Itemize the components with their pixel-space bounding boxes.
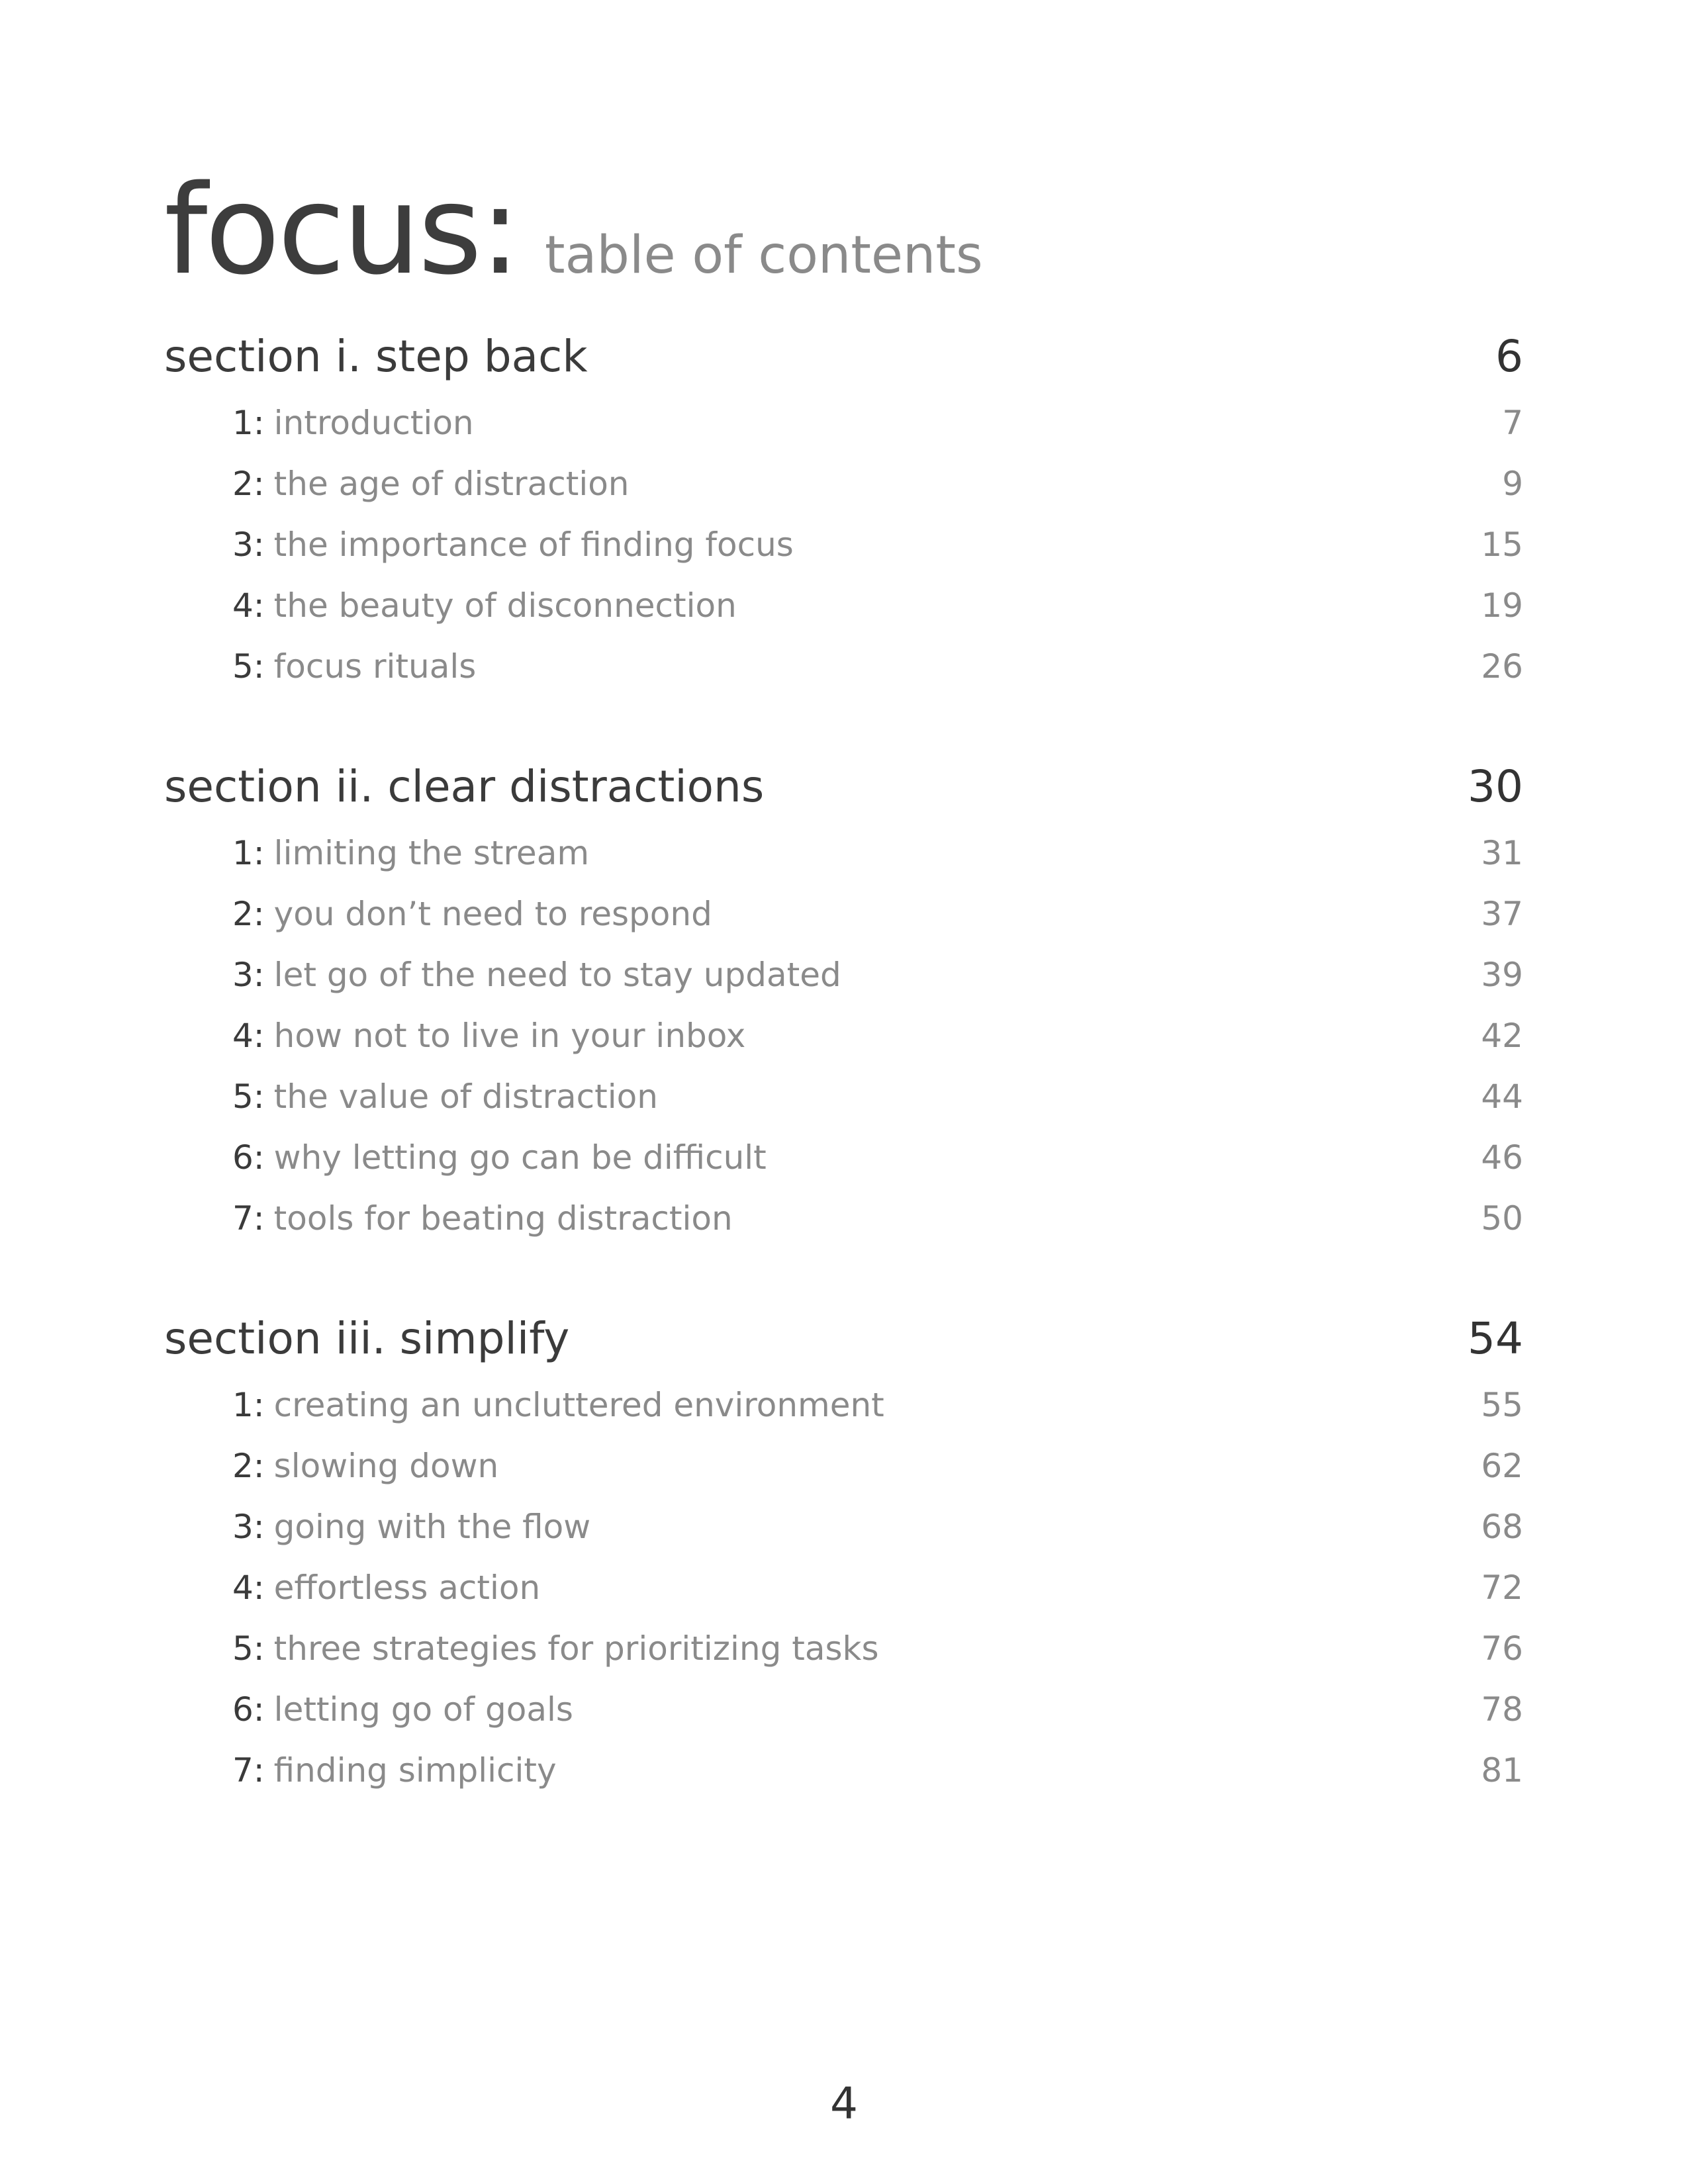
entry-title: going with the flow xyxy=(273,1508,591,1546)
entry-number: 2: xyxy=(232,895,265,933)
section-title: section iii. simplify xyxy=(164,1313,570,1364)
entry-title: limiting the stream xyxy=(273,834,590,872)
entry-title: the age of distraction xyxy=(273,465,630,503)
entry-page: 37 xyxy=(1481,895,1523,933)
toc-entry[interactable] xyxy=(164,647,1523,708)
entry-title: focus rituals xyxy=(273,647,477,686)
toc-entry[interactable] xyxy=(164,1138,1523,1199)
toc-entry[interactable] xyxy=(164,525,1523,586)
toc-entry[interactable] xyxy=(164,956,1523,1017)
toc-entry[interactable] xyxy=(164,895,1523,956)
toc-entry[interactable] xyxy=(164,404,1523,465)
toc-entry[interactable] xyxy=(164,1751,1523,1812)
toc-entry[interactable] xyxy=(164,1508,1523,1569)
entry-page: 19 xyxy=(1481,586,1523,625)
entry-page: 72 xyxy=(1481,1569,1523,1607)
section-heading[interactable] xyxy=(164,761,1523,834)
entry-number: 4: xyxy=(232,1569,265,1607)
entry-page: 81 xyxy=(1481,1751,1523,1790)
toc-entry[interactable] xyxy=(164,1077,1523,1138)
entry-number: 1: xyxy=(232,834,265,872)
table-of-contents xyxy=(164,331,1523,1865)
entry-page: 9 xyxy=(1502,465,1523,503)
entry-number: 6: xyxy=(232,1690,265,1729)
entry-number: 3: xyxy=(232,956,265,994)
entry-number: 5: xyxy=(232,647,265,686)
entry-page: 50 xyxy=(1481,1199,1523,1238)
entry-page: 39 xyxy=(1481,956,1523,994)
section-heading[interactable] xyxy=(164,331,1523,404)
entry-number: 1: xyxy=(232,1386,265,1424)
entry-title: how not to live in your inbox xyxy=(273,1017,746,1055)
entry-number: 7: xyxy=(232,1751,265,1790)
toc-entry[interactable] xyxy=(164,1690,1523,1751)
toc-entry[interactable] xyxy=(164,834,1523,895)
entry-page: 62 xyxy=(1481,1447,1523,1485)
entry-number: 2: xyxy=(232,1447,265,1485)
entry-page: 44 xyxy=(1481,1077,1523,1116)
entry-page: 68 xyxy=(1481,1508,1523,1546)
entry-number: 5: xyxy=(232,1077,265,1116)
section-heading[interactable] xyxy=(164,1313,1523,1386)
entry-title: tools for beating distraction xyxy=(273,1199,733,1238)
entry-number: 4: xyxy=(232,586,265,625)
entry-title: you don’t need to respond xyxy=(273,895,712,933)
entry-title: the beauty of disconnection xyxy=(273,586,737,625)
entry-number: 3: xyxy=(232,1508,265,1546)
entry-number: 4: xyxy=(232,1017,265,1055)
entry-title: the value of distraction xyxy=(273,1077,658,1116)
toc-entry[interactable] xyxy=(164,465,1523,525)
toc-section xyxy=(164,1313,1523,1812)
page-number: 4 xyxy=(830,2078,858,2129)
entry-title: letting go of goals xyxy=(273,1690,573,1729)
entry-title: why letting go can be difficult xyxy=(273,1138,767,1177)
entry-title: effortless action xyxy=(273,1569,541,1607)
toc-entry[interactable] xyxy=(164,1569,1523,1629)
entry-title: introduction xyxy=(273,404,474,442)
entry-page: 42 xyxy=(1481,1017,1523,1055)
entry-page: 55 xyxy=(1481,1386,1523,1424)
section-page: 30 xyxy=(1468,761,1523,812)
title-subtitle: table of contents xyxy=(545,226,983,285)
toc-section xyxy=(164,761,1523,1260)
entry-page: 31 xyxy=(1481,834,1523,872)
entry-page: 15 xyxy=(1481,525,1523,564)
section-title: section ii. clear distractions xyxy=(164,761,765,812)
entry-page: 46 xyxy=(1481,1138,1523,1177)
entry-page: 78 xyxy=(1481,1690,1523,1729)
entry-title: finding simplicity xyxy=(273,1751,557,1790)
section-title: section i. step back xyxy=(164,331,588,382)
entry-number: 2: xyxy=(232,465,265,503)
entry-number: 6: xyxy=(232,1138,265,1177)
entry-title: the importance of finding focus xyxy=(273,525,794,564)
toc-entry[interactable] xyxy=(164,1629,1523,1690)
entry-page: 7 xyxy=(1502,404,1523,442)
section-page: 6 xyxy=(1495,331,1523,382)
toc-entry[interactable] xyxy=(164,1199,1523,1260)
entry-page: 26 xyxy=(1481,647,1523,686)
entry-title: let go of the need to stay updated xyxy=(273,956,841,994)
entry-number: 7: xyxy=(232,1199,265,1238)
entry-number: 5: xyxy=(232,1629,265,1668)
toc-entry[interactable] xyxy=(164,1017,1523,1077)
section-page: 54 xyxy=(1468,1313,1523,1364)
page-title xyxy=(164,158,983,302)
entry-title: three strategies for prioritizing tasks xyxy=(273,1629,879,1668)
entry-page: 76 xyxy=(1481,1629,1523,1668)
entry-number: 3: xyxy=(232,525,265,564)
entry-title: creating an uncluttered environment xyxy=(273,1386,884,1424)
toc-entry[interactable] xyxy=(164,586,1523,647)
entry-title: slowing down xyxy=(273,1447,499,1485)
toc-entry[interactable] xyxy=(164,1447,1523,1508)
toc-entry[interactable] xyxy=(164,1386,1523,1447)
toc-section xyxy=(164,331,1523,708)
title-main: focus: xyxy=(164,158,518,302)
entry-number: 1: xyxy=(232,404,265,442)
